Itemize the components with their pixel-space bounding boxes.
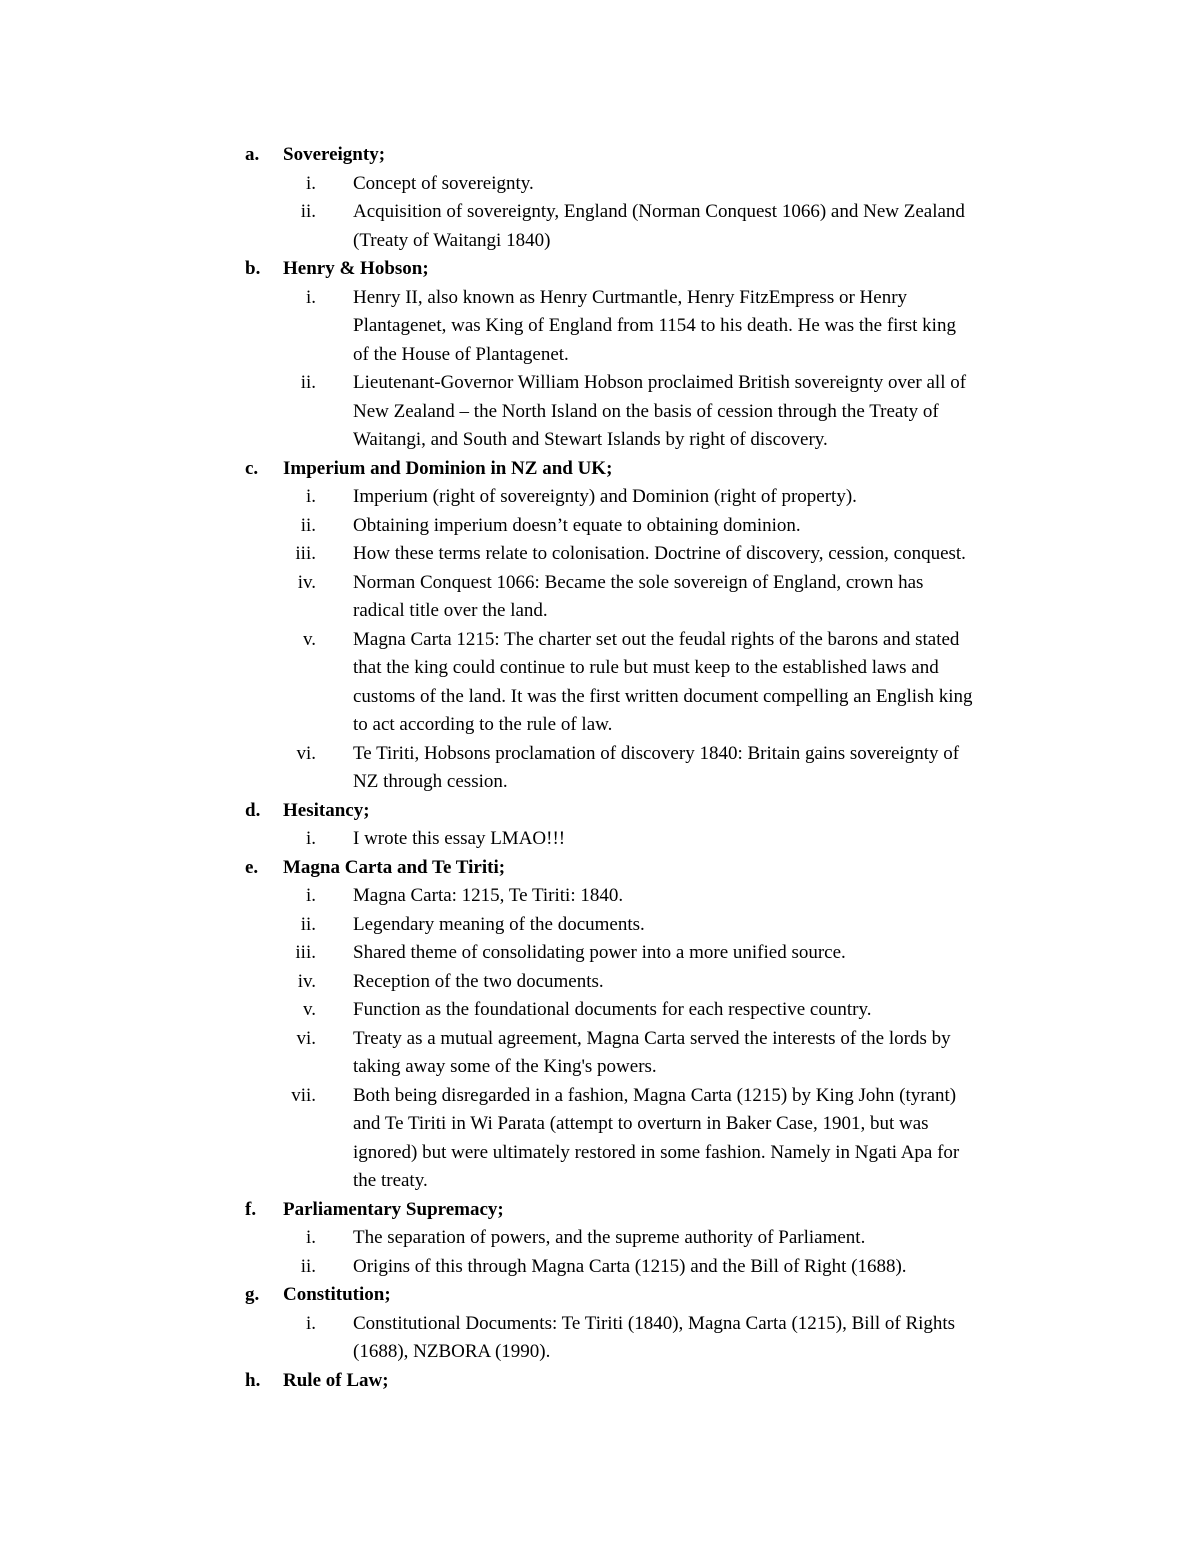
list-item: [0, 1082, 1200, 1196]
list-item: [0, 512, 1200, 541]
item-text-line: NZ through cession.: [353, 771, 508, 792]
section-marker: f.: [245, 1198, 257, 1220]
item-text-line: Reception of the two documents.: [353, 970, 604, 992]
section-marker: a.: [245, 144, 260, 165]
list-item: [0, 996, 1200, 1025]
item-text-line: The separation of powers, and the supreme authority of Parliament.: [353, 1227, 866, 1248]
outline-section: [0, 141, 1200, 255]
item-text: [353, 825, 1063, 854]
item-text: [353, 569, 1063, 626]
item-text-line: to act according to the rule of law.: [353, 714, 613, 735]
section-marker: d.: [245, 799, 261, 821]
list-item: [0, 198, 1200, 255]
item-text: [353, 170, 1063, 199]
list-item: [0, 626, 1200, 740]
item-marker: ii.: [300, 201, 316, 222]
item-text: [353, 968, 1063, 997]
item-text: [353, 626, 1063, 740]
item-text: [353, 1253, 1063, 1282]
item-text-line: Plantagenet, was King of England from 1154 to his death. He was the first king: [353, 315, 956, 336]
item-text-line: Magna Carta 1215: The charter set out the feudal rights of the barons and stated: [353, 628, 960, 650]
item-marker: vi.: [296, 1027, 316, 1049]
item-marker: i.: [305, 885, 316, 906]
item-text-line: Constitutional Documents: Te Tiriti (1840), Magna Carta (1215), Bill of Rights: [353, 1312, 956, 1334]
item-text: [353, 911, 1063, 940]
section-title: Rule of Law;: [283, 1369, 389, 1391]
item-text-line: Origins of this through Magna Carta (1215) and the Bill of Right (1688).: [353, 1255, 907, 1277]
item-text: [353, 540, 1063, 569]
item-text-line: (Treaty of Waitangi 1840): [353, 229, 551, 251]
section-marker: c.: [245, 457, 259, 479]
item-text-line: Waitangi, and South and Stewart Islands by right of discovery.: [353, 429, 828, 450]
list-item: [0, 968, 1200, 997]
item-text: [353, 369, 1063, 455]
item-text-line: Shared theme of consolidating power into a more unified source.: [353, 942, 846, 963]
list-item: [0, 284, 1200, 370]
item-text-line: Imperium (right of sovereignty) and Dominion (right of property).: [353, 486, 857, 507]
item-text-line: of the House of Plantagenet.: [353, 343, 569, 365]
item-text: [353, 1082, 1063, 1196]
section-title: Constitution;: [283, 1284, 391, 1305]
section-marker: b.: [245, 258, 261, 279]
item-marker: vii.: [291, 1084, 316, 1106]
item-text-line: Legendary meaning of the documents.: [353, 913, 645, 935]
item-marker: i.: [305, 828, 316, 849]
item-text-line: Obtaining imperium doesn’t equate to obtaining dominion.: [353, 514, 801, 536]
item-text-line: Henry II, also known as Henry Curtmantle, Henry FitzEmpress or Henry: [353, 286, 908, 308]
section-heading: [0, 1281, 1200, 1310]
item-text: [353, 198, 1063, 255]
section-marker: h.: [245, 1369, 261, 1391]
item-text-line: Concept of sovereignty.: [353, 172, 534, 194]
item-text-line: the treaty.: [353, 1170, 428, 1191]
section-heading: [0, 1367, 1200, 1396]
section-heading: [0, 1196, 1200, 1225]
section-title: Hesitancy;: [283, 799, 370, 821]
section-heading: [0, 255, 1200, 284]
outline-section: [0, 255, 1200, 455]
section-heading: [0, 141, 1200, 170]
item-marker: iv.: [297, 970, 316, 992]
list-item: [0, 939, 1200, 968]
item-marker: i.: [305, 172, 316, 194]
item-text: [353, 284, 1063, 370]
item-text: [353, 996, 1063, 1025]
outline-section: [0, 1196, 1200, 1282]
section-heading: [0, 854, 1200, 883]
item-text-line: Function as the foundational documents for each respective country.: [353, 999, 872, 1020]
outline-section: [0, 797, 1200, 854]
item-text: [353, 1224, 1063, 1253]
item-text-line: New Zealand – the North Island on the basis of cession through the Treaty of: [353, 400, 939, 422]
item-text-line: customs of the land. It was the first written document compelling an English king: [353, 685, 973, 707]
item-marker: v.: [302, 628, 316, 650]
section-title: Henry & Hobson;: [283, 258, 429, 279]
list-item: [0, 1253, 1200, 1282]
outline-section: [0, 1281, 1200, 1367]
item-marker: vi.: [296, 742, 316, 764]
item-text-line: Treaty as a mutual agreement, Magna Carta served the interests of the lords by: [353, 1027, 951, 1049]
item-text: [353, 740, 1063, 797]
list-item: [0, 1224, 1200, 1253]
item-text-line: Norman Conquest 1066: Became the sole sovereign of England, crown has: [353, 571, 924, 593]
item-text: [353, 1025, 1063, 1082]
section-title: Imperium and Dominion in NZ and UK;: [283, 457, 613, 479]
item-marker: i.: [305, 1312, 316, 1334]
item-text: [353, 483, 1063, 512]
list-item: [0, 369, 1200, 455]
item-marker: iii.: [295, 543, 316, 564]
section-heading: [0, 797, 1200, 826]
list-item: [0, 1025, 1200, 1082]
item-marker: iii.: [295, 942, 316, 963]
item-text-line: Lieutenant-Governor William Hobson proclaimed British sovereignty over all of: [353, 372, 967, 393]
item-text: [353, 1310, 1063, 1367]
section-title: Sovereignty;: [283, 144, 386, 165]
item-text-line: taking away some of the King's powers.: [353, 1056, 657, 1077]
item-marker: v.: [302, 999, 316, 1020]
outline-section: [0, 854, 1200, 1196]
item-marker: iv.: [297, 571, 316, 593]
list-item: [0, 740, 1200, 797]
section-heading: [0, 455, 1200, 484]
item-marker: i.: [305, 286, 316, 308]
item-marker: i.: [305, 486, 316, 507]
item-text-line: Acquisition of sovereignty, England (Norman Conquest 1066) and New Zealand: [353, 201, 965, 222]
item-text-line: Magna Carta: 1215, Te Tiriti: 1840.: [353, 885, 624, 906]
item-marker: ii.: [300, 514, 316, 536]
list-item: [0, 569, 1200, 626]
list-item: [0, 911, 1200, 940]
section-title: Magna Carta and Te Tiriti;: [283, 856, 506, 878]
list-item: [0, 483, 1200, 512]
list-item: [0, 170, 1200, 199]
item-text-line: and Te Tiriti in Wi Parata (attempt to overturn in Baker Case, 1901, but was: [353, 1113, 929, 1134]
section-marker: e.: [245, 856, 259, 878]
item-text-line: Te Tiriti, Hobsons proclamation of discovery 1840: Britain gains sovereignty of: [353, 742, 960, 764]
list-item: [0, 540, 1200, 569]
item-text-line: ignored) but were ultimately restored in some fashion. Namely in Ngati Apa for: [353, 1141, 960, 1163]
item-text: [353, 882, 1063, 911]
item-marker: ii.: [300, 1255, 316, 1277]
item-text-line: How these terms relate to colonisation. Doctrine of discovery, cession, conquest.: [353, 543, 966, 564]
item-text-line: radical title over the land.: [353, 600, 548, 621]
item-marker: ii.: [300, 372, 316, 393]
item-text-line: Both being disregarded in a fashion, Magna Carta (1215) by King John (tyrant): [353, 1084, 957, 1106]
item-text: [353, 512, 1063, 541]
section-title: Parliamentary Supremacy;: [283, 1198, 504, 1220]
section-marker: g.: [245, 1284, 260, 1305]
item-text-line: that the king could continue to rule but must keep to the established laws and: [353, 657, 939, 678]
list-item: [0, 882, 1200, 911]
list-item: [0, 825, 1200, 854]
item-marker: i.: [305, 1227, 316, 1248]
item-marker: ii.: [300, 913, 316, 935]
item-text: [353, 939, 1063, 968]
item-text-line: (1688), NZBORA (1990).: [353, 1341, 551, 1362]
outline-section: [0, 455, 1200, 797]
item-text-line: I wrote this essay LMAO!!!: [353, 828, 566, 849]
outline-section: [0, 1367, 1200, 1396]
list-item: [0, 1310, 1200, 1367]
outline-list: [0, 141, 1200, 1395]
